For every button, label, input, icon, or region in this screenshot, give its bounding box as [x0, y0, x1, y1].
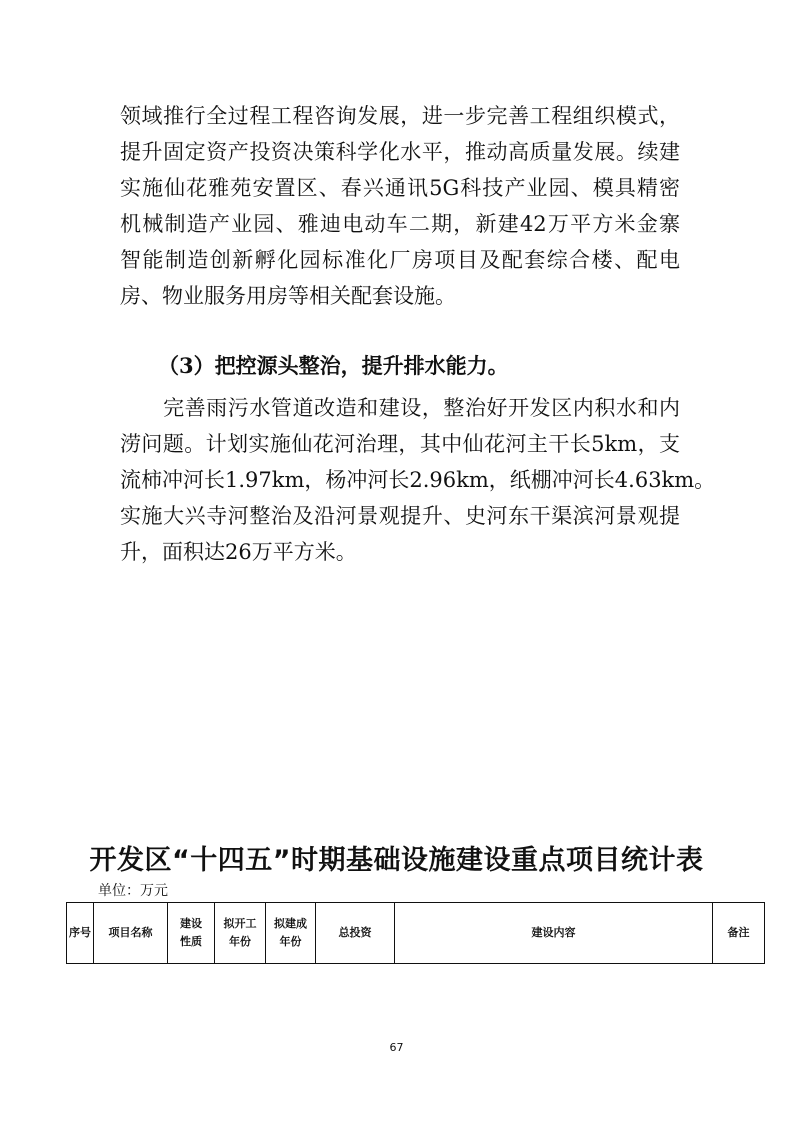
header-construction-nature [168, 903, 215, 964]
header-line: 性质 [180, 935, 202, 948]
text-line: 流柿冲河长1.97km，杨冲河长2.96km，纸棚冲河长4.63km。 [120, 468, 716, 492]
text-line: 完善雨污水管道改造和建设，整治好开发区内积水和内 [120, 396, 680, 420]
header-line: 年份 [229, 935, 251, 948]
text-line: 机械制造产业园、雅迪电动车二期，新建42万平方米金寨 [120, 212, 680, 236]
text-line: 提升固定资产投资决策科学化水平，推动高质量发展。续建 [120, 140, 680, 164]
text-line: 房、物业服务用房等相关配套设施。 [120, 284, 456, 308]
text-line: 涝问题。计划实施仙花河治理，其中仙花河主干长5km，支 [120, 432, 680, 456]
header-line: 拟建成 [274, 917, 307, 930]
header-construction-content: 建设内容 [395, 903, 713, 964]
text-line: 升，面积达26万平方米。 [120, 540, 357, 564]
header-line: 拟开工 [223, 917, 257, 930]
paragraph-infrastructure-projects [120, 98, 680, 314]
header-project-name: 项目名称 [94, 903, 168, 964]
section-heading: （3）把控源头整治，提升排水能力。 [158, 353, 509, 378]
table-unit: 单位：万元 [98, 883, 168, 899]
header-line: 建设 [180, 917, 202, 930]
text-line: 智能制造创新孵化园标准化厂房项目及配套综合楼、配电 [120, 248, 680, 272]
text-line: 实施仙花雅苑安置区、春兴通讯5G科技产业园、模具精密 [120, 176, 680, 200]
paragraph-drainage [120, 390, 716, 570]
header-line: 年份 [279, 935, 302, 948]
page-number: 67 [389, 1041, 404, 1054]
header-total-investment: 总投资 [316, 903, 395, 964]
header-planned-completion-year [266, 903, 316, 964]
header-seq: 序号 [67, 903, 94, 964]
header-remarks: 备注 [713, 903, 765, 964]
header-planned-start-year [215, 903, 266, 964]
table-title: 开发区“十四五”时期基础设施建设重点项目统计表 [89, 845, 704, 876]
text-line: 实施大兴寺河整治及沿河景观提升、史河东干渠滨河景观提 [120, 504, 680, 528]
project-statistics-table [66, 902, 765, 964]
table-header-row [67, 903, 765, 964]
text-line: 领域推行全过程工程咨询发展，进一步完善工程组织模式， [120, 104, 680, 128]
